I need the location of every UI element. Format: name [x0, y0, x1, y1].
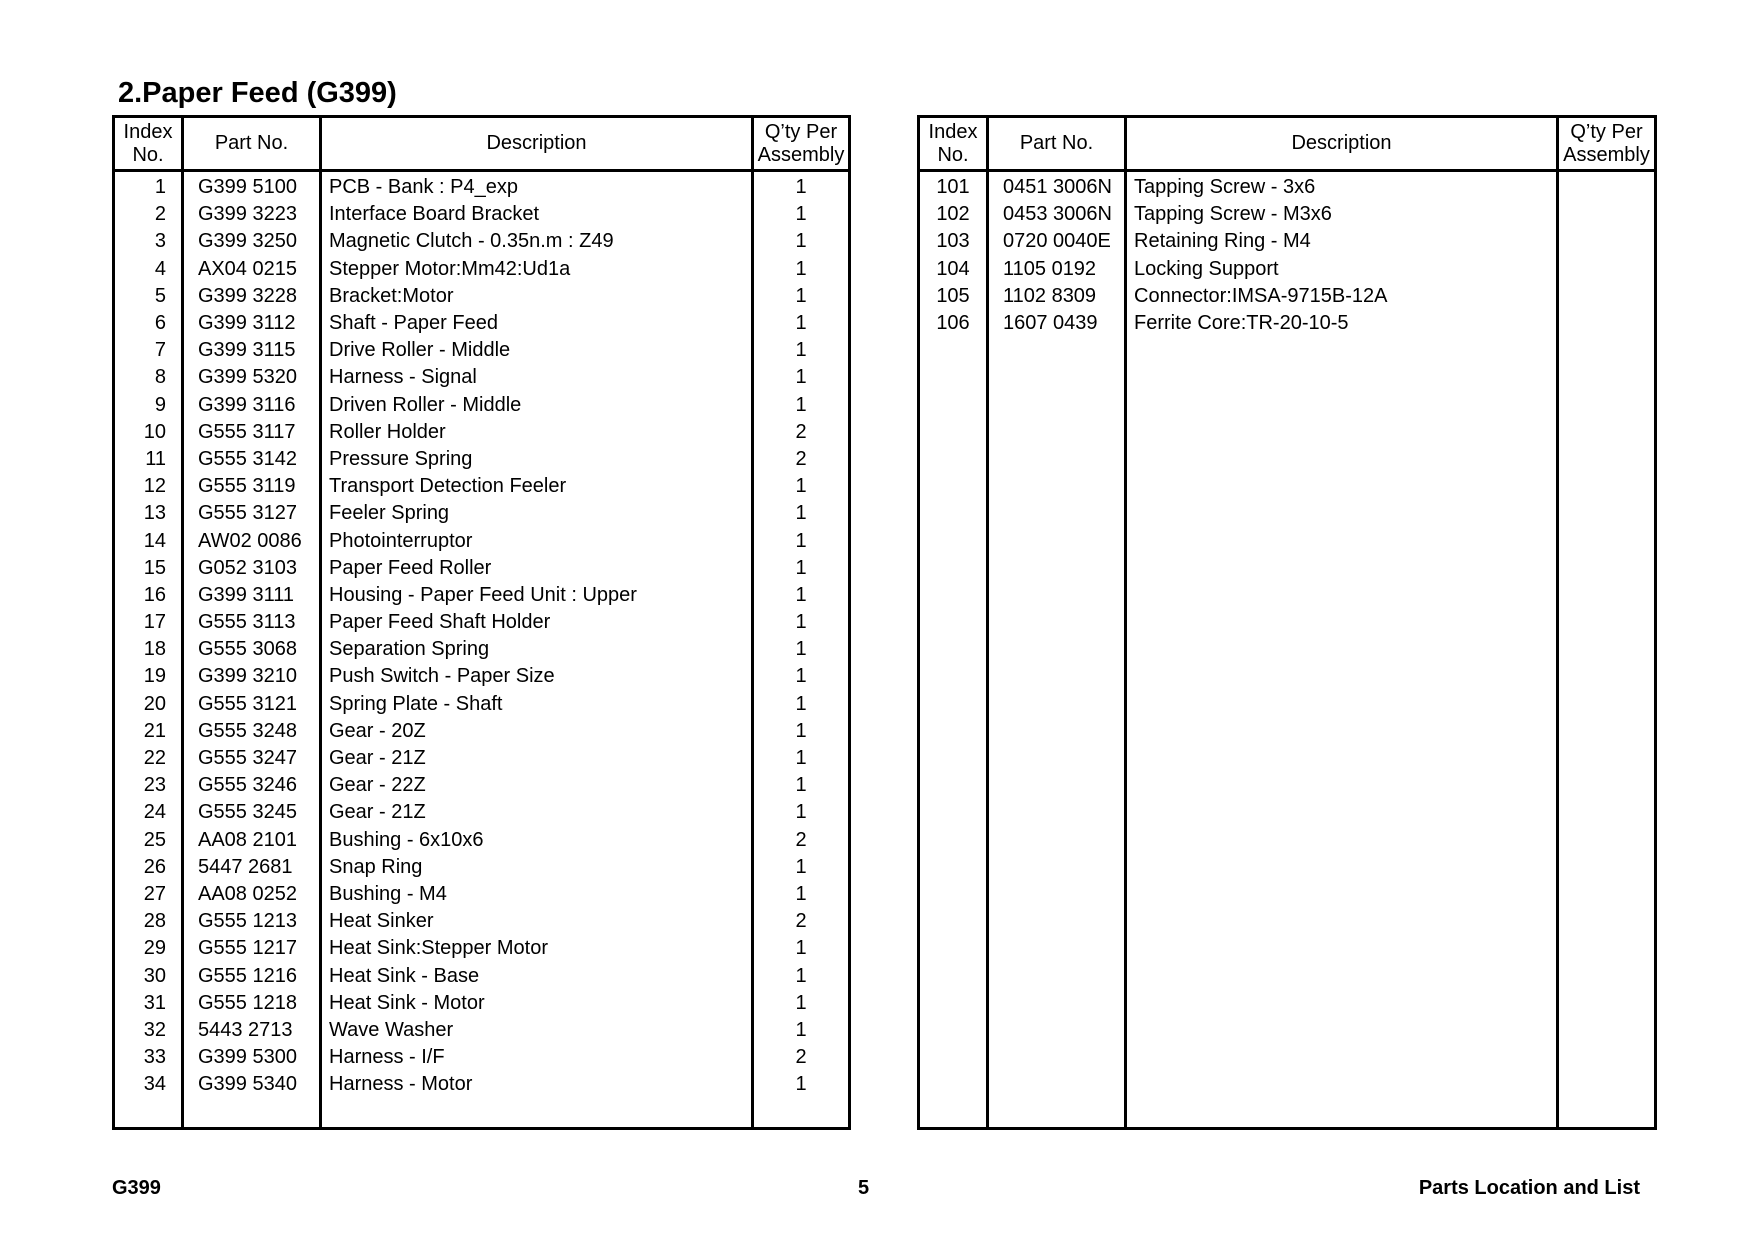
index-cell: 24 — [114, 799, 183, 826]
table-row — [114, 718, 850, 745]
qty-cell — [1558, 310, 1656, 337]
index-cell: 4 — [114, 256, 183, 283]
qty-cell: 1 — [795, 475, 807, 498]
description-cell: Harness - Signal — [321, 364, 753, 391]
table-row — [114, 446, 850, 473]
description-cell: Feeler Spring — [321, 500, 753, 527]
description-cell: PCB - Bank : P4_exp — [321, 171, 753, 202]
qty-cell — [1558, 171, 1656, 202]
description-cell: Transport Detection Feeler — [321, 473, 753, 500]
part-no-cell: G399 3112 — [183, 310, 321, 337]
table-row — [114, 691, 850, 718]
index-cell: 105 — [919, 283, 988, 310]
table-row — [114, 854, 850, 881]
qty-cell: 1 — [795, 1073, 807, 1096]
table-row — [114, 310, 850, 337]
description-cell: Paper Feed Shaft Holder — [321, 609, 753, 636]
qty-cell: 1 — [795, 366, 807, 389]
qty-cell: 1 — [795, 882, 807, 905]
description-cell: Tapping Screw - M3x6 — [1126, 201, 1558, 228]
part-no-cell: G555 3117 — [183, 419, 321, 446]
qty-cell: 1 — [795, 230, 807, 253]
table-row — [114, 663, 850, 690]
part-no-cell: AX04 0215 — [183, 256, 321, 283]
index-cell: 5 — [114, 283, 183, 310]
index-cell: 14 — [114, 527, 183, 554]
empty-cell — [321, 1098, 753, 1128]
index-cell: 19 — [114, 663, 183, 690]
table-row — [114, 500, 850, 527]
parts-table-right-body — [919, 171, 1656, 1129]
index-cell: 32 — [114, 1017, 183, 1044]
table-row — [114, 1071, 850, 1098]
description-cell: Retaining Ring - M4 — [1126, 228, 1558, 255]
qty-cell: 1 — [795, 801, 807, 824]
part-no-cell: G399 3115 — [183, 337, 321, 364]
index-cell: 26 — [114, 854, 183, 881]
index-cell: 28 — [114, 908, 183, 935]
part-no-cell: G399 3250 — [183, 228, 321, 255]
description-cell: Driven Roller - Middle — [321, 392, 753, 419]
part-no-cell: AA08 2101 — [183, 827, 321, 854]
table-row — [114, 962, 850, 989]
description-cell: Paper Feed Roller — [321, 555, 753, 582]
part-no-cell: 0720 0040E — [988, 228, 1126, 255]
part-no-cell: 5447 2681 — [183, 854, 321, 881]
index-cell: 9 — [114, 392, 183, 419]
header-index: Index No. — [114, 117, 183, 171]
part-no-cell: G399 3223 — [183, 201, 321, 228]
header-part-no: Part No. — [988, 117, 1126, 171]
table-row — [114, 772, 850, 799]
qty-cell: 1 — [795, 529, 807, 552]
part-no-cell: G399 3116 — [183, 392, 321, 419]
description-cell: Gear - 22Z — [321, 772, 753, 799]
index-cell: 33 — [114, 1044, 183, 1071]
empty-cell — [114, 1098, 183, 1128]
description-cell: Magnetic Clutch - 0.35n.m : Z49 — [321, 228, 753, 255]
empty-cell — [988, 337, 1126, 1128]
table-row — [114, 609, 850, 636]
part-no-cell: G399 5300 — [183, 1044, 321, 1071]
description-cell: Heat Sink - Motor — [321, 990, 753, 1017]
index-cell: 29 — [114, 935, 183, 962]
table-row — [114, 1044, 850, 1071]
part-no-cell: G555 3142 — [183, 446, 321, 473]
index-cell: 7 — [114, 337, 183, 364]
description-cell: Tapping Screw - 3x6 — [1126, 171, 1558, 202]
table-row — [114, 337, 850, 364]
part-no-cell: AW02 0086 — [183, 527, 321, 554]
index-cell: 13 — [114, 500, 183, 527]
empty-cell — [1558, 337, 1656, 1128]
index-cell: 31 — [114, 990, 183, 1017]
part-no-cell: G555 3121 — [183, 691, 321, 718]
table-row — [114, 364, 850, 391]
parts-table-right — [917, 115, 1657, 1130]
empty-cell — [1126, 337, 1558, 1128]
parts-table-left — [112, 115, 851, 1130]
description-cell: Interface Board Bracket — [321, 201, 753, 228]
table-row — [919, 171, 1656, 202]
qty-cell: 1 — [795, 583, 807, 606]
part-no-cell: G399 3111 — [183, 582, 321, 609]
description-cell: Housing - Paper Feed Unit : Upper — [321, 582, 753, 609]
part-no-cell: G555 3127 — [183, 500, 321, 527]
index-cell: 27 — [114, 881, 183, 908]
part-no-cell: G555 3113 — [183, 609, 321, 636]
part-no-cell: G555 1217 — [183, 935, 321, 962]
description-cell: Gear - 21Z — [321, 799, 753, 826]
description-cell: Roller Holder — [321, 419, 753, 446]
index-cell: 104 — [919, 256, 988, 283]
description-cell: Photointerruptor — [321, 527, 753, 554]
header-description: Description — [1126, 117, 1558, 171]
qty-cell: 2 — [795, 828, 807, 851]
qty-cell: 1 — [795, 937, 807, 960]
header-qty: Q’ty Per Assembly — [1558, 117, 1656, 171]
qty-cell: 1 — [795, 176, 807, 199]
table-row — [919, 283, 1656, 310]
description-cell: Bushing - M4 — [321, 881, 753, 908]
table-row — [114, 283, 850, 310]
description-cell: Heat Sink:Stepper Motor — [321, 935, 753, 962]
qty-cell: 1 — [795, 502, 807, 525]
part-no-cell: 1607 0439 — [988, 310, 1126, 337]
index-cell: 34 — [114, 1071, 183, 1098]
index-cell: 6 — [114, 310, 183, 337]
part-no-cell: G555 1213 — [183, 908, 321, 935]
table-row — [919, 201, 1656, 228]
table-row — [114, 392, 850, 419]
part-no-cell: 5443 2713 — [183, 1017, 321, 1044]
table-header-row — [114, 117, 850, 171]
qty-cell — [1558, 283, 1656, 310]
description-cell: Heat Sinker — [321, 908, 753, 935]
index-cell: 1 — [114, 171, 183, 202]
qty-cell: 2 — [795, 420, 807, 443]
page-title: 2.Paper Feed (G399) — [118, 77, 397, 109]
table-row — [114, 908, 850, 935]
table-row — [114, 201, 850, 228]
description-cell: Separation Spring — [321, 636, 753, 663]
qty-cell: 1 — [795, 312, 807, 335]
part-no-cell: AA08 0252 — [183, 881, 321, 908]
table-row — [114, 228, 850, 255]
description-cell: Gear - 21Z — [321, 745, 753, 772]
index-cell: 25 — [114, 827, 183, 854]
qty-cell: 1 — [795, 1018, 807, 1041]
qty-cell: 1 — [795, 638, 807, 661]
description-cell: Pressure Spring — [321, 446, 753, 473]
table-row — [114, 935, 850, 962]
header-description: Description — [321, 117, 753, 171]
index-cell: 2 — [114, 201, 183, 228]
description-cell: Heat Sink - Base — [321, 962, 753, 989]
qty-cell: 1 — [795, 257, 807, 280]
qty-cell: 1 — [795, 964, 807, 987]
description-cell: Gear - 20Z — [321, 718, 753, 745]
part-no-cell: G399 5100 — [183, 171, 321, 202]
table-filler-row — [114, 1098, 850, 1128]
part-no-cell: 0451 3006N — [988, 171, 1126, 202]
index-cell: 106 — [919, 310, 988, 337]
index-cell: 30 — [114, 962, 183, 989]
description-cell: Locking Support — [1126, 256, 1558, 283]
index-cell: 16 — [114, 582, 183, 609]
qty-cell: 1 — [795, 339, 807, 362]
footer-page-number: 5 — [858, 1177, 870, 1199]
table-row — [114, 256, 850, 283]
description-cell: Bracket:Motor — [321, 283, 753, 310]
footer-model: G399 — [112, 1177, 161, 1199]
index-cell: 20 — [114, 691, 183, 718]
part-no-cell: G555 3068 — [183, 636, 321, 663]
table-row — [919, 228, 1656, 255]
empty-cell — [753, 1098, 850, 1128]
description-cell: Snap Ring — [321, 854, 753, 881]
index-cell: 21 — [114, 718, 183, 745]
part-no-cell: G555 3248 — [183, 718, 321, 745]
table-row — [919, 256, 1656, 283]
qty-cell — [1558, 256, 1656, 283]
description-cell: Drive Roller - Middle — [321, 337, 753, 364]
part-no-cell: 0453 3006N — [988, 201, 1126, 228]
part-no-cell: G555 1216 — [183, 962, 321, 989]
qty-cell — [1558, 228, 1656, 255]
part-no-cell: G555 1218 — [183, 990, 321, 1017]
qty-cell: 1 — [795, 556, 807, 579]
table-row — [114, 419, 850, 446]
part-no-cell: G399 3228 — [183, 283, 321, 310]
qty-cell: 1 — [795, 611, 807, 634]
part-no-cell: 1105 0192 — [988, 256, 1126, 283]
table-row — [114, 827, 850, 854]
index-cell: 8 — [114, 364, 183, 391]
table-row — [114, 1017, 850, 1044]
part-no-cell: G555 3247 — [183, 745, 321, 772]
qty-cell: 1 — [795, 774, 807, 797]
qty-cell: 2 — [795, 1046, 807, 1069]
qty-cell: 1 — [795, 855, 807, 878]
table-filler-row — [919, 337, 1656, 1128]
description-cell: Shaft - Paper Feed — [321, 310, 753, 337]
table-row — [114, 171, 850, 202]
index-cell: 3 — [114, 228, 183, 255]
table-row — [114, 990, 850, 1017]
index-cell: 10 — [114, 419, 183, 446]
description-cell: Harness - Motor — [321, 1071, 753, 1098]
description-cell: Spring Plate - Shaft — [321, 691, 753, 718]
part-no-cell: G399 3210 — [183, 663, 321, 690]
part-no-cell: G399 5320 — [183, 364, 321, 391]
qty-cell: 1 — [795, 203, 807, 226]
description-cell: Harness - I/F — [321, 1044, 753, 1071]
table-row — [114, 473, 850, 500]
description-cell: Bushing - 6x10x6 — [321, 827, 753, 854]
table-row — [114, 745, 850, 772]
qty-cell: 1 — [795, 665, 807, 688]
index-cell: 102 — [919, 201, 988, 228]
table-row — [114, 527, 850, 554]
empty-cell — [183, 1098, 321, 1128]
part-no-cell: G555 3119 — [183, 473, 321, 500]
index-cell: 23 — [114, 772, 183, 799]
qty-cell: 1 — [795, 747, 807, 770]
header-qty: Q’ty Per Assembly — [753, 117, 850, 171]
index-cell: 17 — [114, 609, 183, 636]
index-cell: 12 — [114, 473, 183, 500]
table-header-row — [919, 117, 1656, 171]
qty-cell: 2 — [795, 447, 807, 470]
description-cell: Connector:IMSA-9715B-12A — [1126, 283, 1558, 310]
table-row — [114, 636, 850, 663]
description-cell: Stepper Motor:Mm42:Ud1a — [321, 256, 753, 283]
footer-section-title: Parts Location and List — [1418, 1177, 1640, 1199]
description-cell: Wave Washer — [321, 1017, 753, 1044]
index-cell: 18 — [114, 636, 183, 663]
table-row — [114, 582, 850, 609]
header-index: Index No. — [919, 117, 988, 171]
part-no-cell: 1102 8309 — [988, 283, 1126, 310]
index-cell: 11 — [114, 446, 183, 473]
index-cell: 103 — [919, 228, 988, 255]
part-no-cell: G052 3103 — [183, 555, 321, 582]
index-cell: 101 — [919, 171, 988, 202]
part-no-cell: G555 3245 — [183, 799, 321, 826]
part-no-cell: G399 5340 — [183, 1071, 321, 1098]
description-cell: Ferrite Core:TR-20-10-5 — [1126, 310, 1558, 337]
qty-cell: 1 — [795, 284, 807, 307]
qty-cell: 2 — [795, 910, 807, 933]
qty-cell — [1558, 201, 1656, 228]
description-cell: Push Switch - Paper Size — [321, 663, 753, 690]
parts-table-left-body — [114, 171, 850, 1129]
index-cell: 15 — [114, 555, 183, 582]
index-cell: 22 — [114, 745, 183, 772]
table-row — [114, 555, 850, 582]
qty-cell: 1 — [795, 991, 807, 1014]
part-no-cell: G555 3246 — [183, 772, 321, 799]
qty-cell: 1 — [795, 692, 807, 715]
qty-cell: 1 — [795, 719, 807, 742]
table-row — [114, 881, 850, 908]
table-row — [114, 799, 850, 826]
empty-cell — [919, 337, 988, 1128]
table-row — [919, 310, 1656, 337]
qty-cell: 1 — [795, 393, 807, 416]
header-part-no: Part No. — [183, 117, 321, 171]
